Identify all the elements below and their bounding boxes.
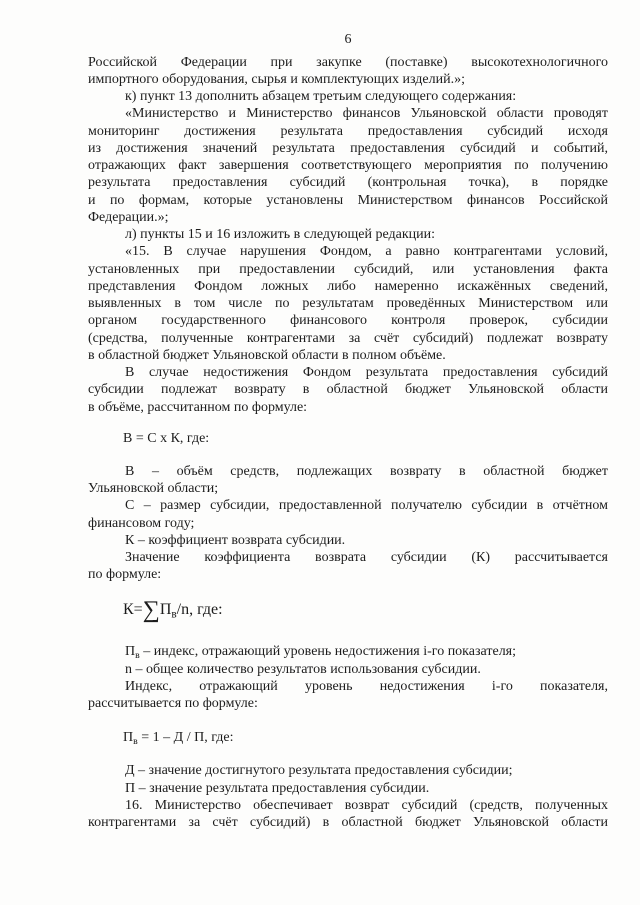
text-line: импортного оборудования, сырья и комплектующих изделий.»;: [88, 71, 465, 87]
text-line: контрагентами за счёт субсидий) в областной бюджет Ульяновской области: [88, 815, 608, 831]
text-line: к) пункт 13 дополнить абзацем третьим следующего содержания:: [125, 89, 517, 104]
formula-k-subscript: в: [171, 608, 177, 621]
formula-k-rest: /n, где:: [176, 601, 223, 619]
text-line: Индекс, отражающий уровень недостижения i-го показателя,: [125, 678, 608, 694]
formula-k-lhs: К=: [123, 601, 143, 619]
formula-pv-legend: [88, 762, 608, 831]
legend-pv-var: П: [125, 644, 136, 660]
text-line: финансовом году;: [88, 515, 195, 531]
text-line: Федерации.»;: [88, 209, 169, 225]
text-line: 16. Министерство обеспечивает возврат субсидий (средств, полученных: [125, 797, 608, 813]
text-line: [88, 643, 608, 660]
formula-k: [88, 597, 608, 623]
formula-pv-var: П: [123, 730, 134, 746]
text-line: «Министерство и Министерство финансов Ульяновской области проводят: [125, 106, 608, 122]
formula-pv-rest: = 1 – Д / П, где:: [137, 730, 234, 746]
text-line: Ульяновской области;: [88, 481, 219, 497]
text-line: Д – значение достигнутого результата предоставления субсидии;: [125, 763, 513, 779]
text-line: выявленных в том числе по результатам проведённых Министерством или: [88, 296, 608, 311]
formula-b-legend: [88, 463, 608, 584]
text-line: в областной бюджет Ульяновской области в полном объёме.: [88, 347, 446, 363]
text-line: n – общее количество результатов использования субсидии.: [125, 661, 481, 677]
sum-symbol: ∑: [142, 597, 160, 624]
text-line: установленных при предоставлении субсидий, или установления факта: [88, 261, 608, 277]
text-line: С – размер субсидии, предоставленной получателю субсидии в отчётном: [125, 498, 608, 514]
formula-pv: [88, 729, 608, 746]
text-line: по формуле:: [88, 567, 162, 583]
text-line: субсидии подлежат возврату в областной бюджет Ульяновской области: [88, 382, 608, 398]
text-line: представления Фондом ложных либо намеренно искажённых сведений,: [88, 278, 608, 294]
text-line: Значение коэффициента возврата субсидии (К) рассчитывается: [125, 550, 608, 566]
text-line: из достижения значений результата предоставления субсидий и событий,: [88, 140, 608, 156]
legend-pv-subscript: в: [135, 650, 140, 662]
text-line: результата предоставления субсидий (контрольная точка), в порядке: [88, 175, 608, 191]
text-line: Российской Федерации при закупке (поставке) высокотехнологичного: [88, 54, 608, 70]
text-line: (средства, полученные контрагентами за счёт субсидий) подлежат возврату: [88, 330, 608, 346]
page-number: 6: [344, 32, 352, 47]
text-line: мониторинг достижения результата предоставления субсидий исходя: [88, 123, 608, 139]
text-line: П – значение результата предоставления субсидии.: [125, 780, 430, 796]
text-line: в объёме, рассчитанном по формуле:: [88, 399, 308, 415]
text-line: «15. В случае нарушения Фондом, а равно контрагентами условий,: [125, 244, 608, 260]
text-line: К – коэффициент возврата субсидии.: [125, 532, 346, 548]
legend-pv-text: – индекс, отражающий уровень недостижения i-го показателя;: [139, 644, 517, 660]
text-line: рассчитывается по формуле:: [88, 696, 258, 712]
text-line: отражающих факт завершения соответствующего мероприятия по получению: [88, 158, 608, 173]
text-line: В – объём средств, подлежащих возврату в областной бюджет: [125, 463, 608, 479]
document-body: [88, 54, 608, 832]
formula-b: В = С х К, где:: [123, 431, 210, 447]
text-line: В случае недостижения Фондом результата предоставления субсидий: [125, 365, 608, 380]
text-line: и по формам, которые установлены Министерством финансов Российской: [88, 192, 608, 208]
formula-k-legend: [88, 643, 608, 712]
text-line: органом государственного финансового контроля проверок, субсидии: [88, 313, 608, 329]
formula-k-var: П: [159, 601, 172, 619]
text-line: л) пункты 15 и 16 изложить в следующей редакции:: [125, 227, 436, 242]
formula-pv-subscript: в: [133, 736, 138, 748]
